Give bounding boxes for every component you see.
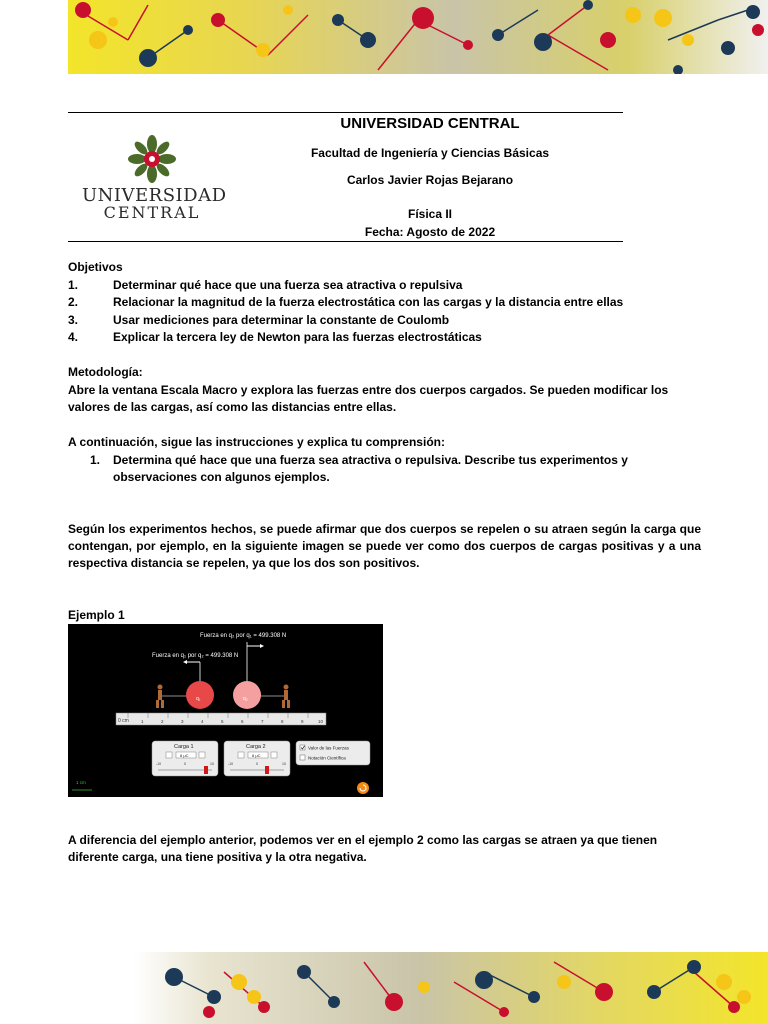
scale-label: 1 cm bbox=[76, 780, 86, 785]
charge-1-slider-thumb[interactable] bbox=[204, 766, 208, 774]
university-title: UNIVERSIDAD CENTRAL bbox=[340, 115, 520, 132]
charge-1-title: Carga 1 bbox=[174, 744, 194, 750]
objective-text: Relacionar la magnitud de la fuerza electrostática con las cargas y la distancia entre ellas bbox=[113, 295, 624, 309]
scientific-notation-checkbox[interactable] bbox=[300, 755, 305, 760]
charge-1-slider-mid: 0 bbox=[184, 762, 186, 766]
q1-label: q₁ bbox=[196, 696, 201, 702]
ruler-tick-label: 7 bbox=[261, 719, 264, 724]
ruler-tick-label: 5 bbox=[221, 719, 224, 724]
charge-q2-sphere[interactable] bbox=[233, 681, 261, 709]
charge-2-decrement-button[interactable] bbox=[238, 752, 244, 758]
charge-1-slider-max: 10 bbox=[210, 762, 214, 766]
logo-text-line1: UNIVERSIDAD bbox=[82, 185, 227, 206]
options-panel bbox=[296, 741, 370, 765]
logo-text-line2: CENTRAL bbox=[103, 203, 201, 222]
objective-text: Determinar qué hace que una fuerza sea atractiva o repulsiva bbox=[113, 278, 463, 292]
objective-number: 3. bbox=[68, 313, 79, 327]
example-1-label: Ejemplo 1 bbox=[68, 608, 125, 622]
objective-text: Explicar la tercera ley de Newton para las fuerzas electrostáticas bbox=[113, 330, 482, 344]
header-top-rule bbox=[68, 112, 623, 113]
ruler-tick-label: 9 bbox=[301, 719, 304, 724]
document-date: Fecha: Agosto de 2022 bbox=[364, 225, 496, 239]
reset-button[interactable] bbox=[357, 782, 369, 794]
methodology-text: Abre la ventana Escala Macro y explora las fuerzas entre dos cuerpos cargados. Se pueden modificar los valores de las cargas, así como las distancias entre ellas. bbox=[68, 383, 669, 414]
scientific-notation-label: Notación Científica bbox=[308, 755, 346, 761]
charge-2-slider-max: 10 bbox=[282, 762, 286, 766]
charge-2-slider-min: -10 bbox=[228, 762, 234, 766]
charge-2-increment-button[interactable] bbox=[271, 752, 277, 758]
methodology-title: Metodología: bbox=[68, 365, 143, 379]
course-name: Física II bbox=[407, 207, 453, 221]
q2-label: q₂ bbox=[243, 696, 248, 702]
ruler-tick-label: 4 bbox=[201, 719, 204, 724]
force-on-q2-label: Fuerza en q₂ por q₁ = 499.308 N bbox=[200, 633, 287, 639]
forces-checkbox-label: Valor de las Fuerzas bbox=[308, 745, 349, 751]
objective-text: Usar mediciones para determinar la constante de Coulomb bbox=[113, 313, 450, 327]
ruler-tick-label: 6 bbox=[241, 719, 244, 724]
charge-1-slider-min: -10 bbox=[156, 762, 162, 766]
charge-1-decrement-button[interactable] bbox=[166, 752, 172, 758]
university-logo bbox=[82, 135, 227, 223]
ruler-tick-label: 3 bbox=[181, 719, 184, 724]
charge-2-panel bbox=[224, 741, 290, 776]
coulomb-simulation-image bbox=[68, 624, 383, 797]
logo-emblem-icon bbox=[82, 135, 222, 185]
charge-2-value: 8 μC bbox=[252, 753, 261, 758]
distance-ruler[interactable] bbox=[116, 713, 326, 725]
top-decorative-banner bbox=[68, 0, 768, 74]
charge-q1-sphere[interactable] bbox=[186, 681, 214, 709]
instruction-number: 1. bbox=[90, 453, 101, 467]
charge-1-value: 8 μC bbox=[180, 753, 189, 758]
instructions-intro: A continuación, sigue las instrucciones y explica tu comprensión: bbox=[68, 435, 445, 449]
objective-number: 2. bbox=[68, 295, 79, 309]
conclusion-paragraph: A diferencia del ejemplo anterior, podemos ver en el ejemplo 2 como las cargas se atraen ya que tienen diferente carga, una tiene positiva y la otra negativa. bbox=[68, 833, 658, 864]
charge-1-panel bbox=[152, 741, 218, 776]
charge-1-increment-button[interactable] bbox=[199, 752, 205, 758]
header-bottom-rule bbox=[68, 241, 623, 242]
answer-paragraph: Según los experimentos hechos, se puede afirmar que dos cuerpos se repelen o su atraen según la carga que contengan, por ejemplo, en la siguiente imagen se puede ver como dos cuerpos de cargas positivas y a una respectiva distancia se repelen, ya que los dos son positivos. bbox=[68, 522, 701, 570]
ruler-unit-label: 0 cm bbox=[118, 718, 129, 724]
author-name: Carlos Javier Rojas Bejarano bbox=[346, 173, 514, 187]
faculty-name: Facultad de Ingeniería y Ciencias Básicas bbox=[310, 146, 550, 160]
charge-2-title: Carga 2 bbox=[246, 744, 266, 750]
charge-2-slider-mid: 0 bbox=[256, 762, 258, 766]
ruler-tick-label: 8 bbox=[281, 719, 284, 724]
bottom-decorative-banner bbox=[134, 952, 768, 1024]
objective-number: 1. bbox=[68, 278, 79, 292]
instruction-text: Determina qué hace que una fuerza sea atractiva o repulsiva. Describe tus experimentos y observaciones con algunos ejemplos. bbox=[113, 453, 628, 484]
objective-number: 4. bbox=[68, 330, 79, 344]
ruler-tick-label: 1 bbox=[141, 719, 144, 724]
objectives-title: Objetivos bbox=[68, 260, 123, 274]
charge-2-slider-thumb[interactable] bbox=[265, 766, 269, 774]
ruler-tick-label: 2 bbox=[161, 719, 164, 724]
force-on-q1-label: Fuerza en q₁ por q₂ = 499.308 N bbox=[152, 653, 239, 659]
ruler-tick-label: 10 bbox=[318, 719, 324, 724]
